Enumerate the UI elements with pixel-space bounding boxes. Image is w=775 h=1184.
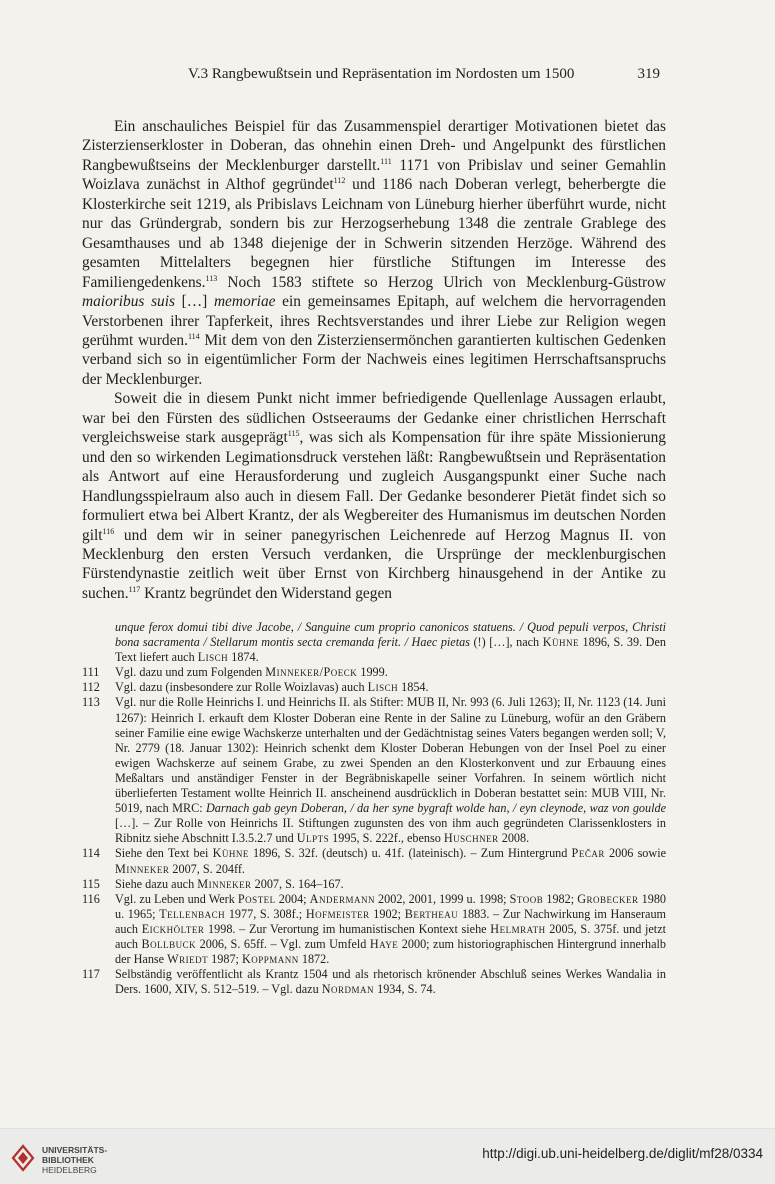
- logo-line: UNIVERSITÄTS-: [42, 1145, 108, 1155]
- text-run: 1977, S. 308f.;: [225, 906, 306, 921]
- text-run: […]: [175, 293, 214, 311]
- text-run: Noch 1583 stiftete so Herzog Ulrich von Mecklenburg-Güstrow: [217, 273, 666, 291]
- footnotes: [82, 620, 666, 997]
- text-run: 1854.: [398, 680, 429, 695]
- text-run: 2000; zum historiographischen Hintergrund innerhalb der Hanse: [115, 936, 666, 967]
- author-name: Lisch: [367, 680, 399, 695]
- text-run: 2007, S. 204ff.: [169, 861, 245, 876]
- text-run: 1171 von Pribislav und seiner Gemahlin Woizlava zunächst in Althof gegründet: [82, 156, 666, 194]
- footnote-115: [82, 877, 666, 892]
- footnote-number: 113: [82, 695, 100, 710]
- text-run: , was sich als Kompensation für ihre späte Missionierung und den so wirkenden Legimationsdruck verstehen läßt: Rangbewußtsein und Repräsentation als Antwort auf eine Herausforderung und zugleich Ausgangspunkt einer Suche nach Handlungsspielraum also auch in diesem Fall. Der Gedanke besonderer Pietät findet sich so formuliert etwa bei Albert Krantz, der als Wegbereiter des Humanismus im deutschen Norden gilt: [82, 429, 666, 544]
- text-run: 2006, S. 65ff. – Vgl. zum Umfeld: [196, 936, 370, 951]
- text-run: 1934, S. 74.: [374, 982, 436, 997]
- author-name: Kühne: [212, 846, 249, 861]
- author-name: Kühne: [542, 635, 579, 650]
- library-logo[interactable]: [10, 1141, 140, 1177]
- text-run: 1980 u. 1965;: [115, 891, 666, 921]
- text-run: Selbständig veröffentlicht als Krantz 1504 und als rhetorisch krönender Abschluß seines Werkes Wandalia in Ders. 1600, XIV, S. 512–519. – Vgl. dazu: [115, 967, 666, 997]
- page-number: 319: [637, 66, 660, 82]
- footnote-113: [82, 695, 666, 846]
- latin-quote: unque ferox domui tibi dive Jacobe, / Sanguine cum proprio canonicos statuens. / Quod pepuli verpos, Christi bona sacramenta / Stellarum montis secta cremanda ferit. / Haec pietas: [115, 620, 666, 650]
- text-run: 2007, S. 164–167.: [251, 876, 344, 891]
- viewer-footer: [0, 1128, 775, 1184]
- text-run: und dem wir in seiner panegyrischen Leichenrede auf Herzog Magnus II. von Mecklenburg den ersten Versuch verdanken, die Ursprünge der mecklenburgischen Fürstendynastie zeitlich weit über Ernst von Kirchberg hinausgehend in der Antike zu suchen.: [82, 526, 666, 602]
- library-logo-text: [42, 1145, 107, 1175]
- footnote-number: 111: [82, 665, 100, 680]
- footnote-number: 112: [82, 680, 100, 695]
- text-run: 1874.: [228, 650, 259, 665]
- footnote-continuation: [82, 620, 666, 665]
- author-name: Koppmann: [241, 952, 299, 967]
- author-name: Nordman: [321, 982, 375, 997]
- text-run: Siehe dazu auch: [115, 876, 198, 891]
- library-logo-icon: [10, 1143, 36, 1173]
- author-name: Stoob: [509, 891, 544, 906]
- main-text: [82, 117, 666, 603]
- text-run: Krantz begründet den Widerstand gegen: [140, 584, 392, 602]
- text-run: Vgl. dazu und zum Folgenden: [115, 665, 266, 680]
- logo-line: HEIDELBERG: [42, 1165, 97, 1175]
- footnote-ref[interactable]: 112: [333, 176, 346, 186]
- text-run: 2008.: [498, 831, 530, 846]
- text-run: Siehe den Text bei: [115, 846, 213, 861]
- text-run: 2004;: [275, 891, 310, 906]
- author-name: Minneker: [197, 876, 252, 891]
- author-name: Bertheau: [404, 906, 459, 921]
- text-run: Soweit die in diesem Punkt nicht immer befriedigende Quellenlage Aussagen erlaubt, war bei den Fürsten des südlichen Ostseeraums der Gedanke einer christlichen Herrschaft vergleichsweise stark ausgeprägt: [82, 390, 666, 447]
- paragraph-2: [82, 389, 666, 603]
- footnote-111: [82, 665, 666, 680]
- footnote-114: [82, 846, 666, 876]
- text-run: 1982;: [543, 891, 578, 906]
- text-run: 1872.: [298, 952, 330, 967]
- text-run: Vgl. dazu (insbesondere zur Rolle Woizlavas) auch: [115, 680, 368, 695]
- quotation: Darnach gab geyn Doberan, / da her syne bygraft wolde han, / eyn cleynode, waz von goulde: [205, 801, 666, 816]
- author-name: Postel: [237, 891, 276, 906]
- footnote-number: 115: [82, 876, 100, 891]
- author-name: Pečar: [571, 846, 605, 861]
- text-run: 1896, S. 39. Den Text liefert auch: [115, 635, 666, 665]
- latin-phrase: memoriae: [213, 293, 276, 311]
- footnote-ref[interactable]: 114: [187, 331, 200, 341]
- author-name: Helmrath: [490, 921, 546, 936]
- text-run: ein gemeinsames Epitaph, auf welchem die hervorragenden Verstorbenen ihrer Tapferkeit, ihres Rechtsverstandes und ihrer Liebe zur Religion wegen gerühmt wurden.: [82, 293, 666, 349]
- text-run: 2002, 2001, 1999 u. 1998;: [374, 891, 510, 906]
- footnote-116: [82, 892, 666, 967]
- author-name: Eickhölter: [141, 921, 205, 936]
- text-run: 2006 sowie: [604, 846, 667, 861]
- text-run: 1987;: [208, 952, 242, 967]
- footnote-ref[interactable]: 116: [102, 526, 115, 536]
- text-run: (!) […], nach: [469, 635, 543, 650]
- author-name: Wriedt: [167, 952, 209, 967]
- footnote-number: 117: [82, 967, 100, 982]
- footnote-112: [82, 680, 666, 695]
- text-run: 1998. – Zur Verortung im humanistischen Kontext siehe: [204, 921, 491, 936]
- footnote-ref[interactable]: 115: [287, 429, 300, 439]
- text-run: 1999.: [357, 665, 388, 680]
- text-run: Mit dem von den Zisterziensermönchen garantierten kultischen Gedenken verband sich so in eigentümlicher Form der Nachweis eines legitimen Herrschaftsanspruchs der Mecklenburger.: [82, 331, 666, 388]
- text-run: Vgl. nur die Rolle Heinrichs I. und Heinrichs II. als Stifter: MUB II, Nr. 993 (6. Juli 1263); II, Nr. 1123 (14. Juni 1267): Heinrich I. erkauft dem Kloster Doberan eine Rente in der Saline zu Lüneburg, wofür an den Gräbern seiner Familie eine ewige Wachskerze unterhalten und der Gedächtnistag seines Vaters begangen werden soll; V, Nr. 2779 (18. Januar 1302): Heinrich schenkt dem Kloster Doberan Hebungen von der Insel Poel zu einer ewigen Wachskerze auf seinem Grabe, zu zwei Spenden an den Klosterkonvent und zur Erbauung eines Meßaltars und anständiger Fenster in der Begräbniskapelle seiner Vorfahren. In seinem wörtlich nicht überlieferten Testament wollte Heinrich II. anscheinend ausdrücklich in Doberan bestattet sein: MUB VIII, Nr. 5019, nach MRC:: [115, 695, 666, 816]
- permalink-url[interactable]: http://digi.ub.uni-heidelberg.de/diglit/mf28/0334: [482, 1146, 763, 1161]
- author-name: Tellenbach: [159, 906, 226, 921]
- latin-phrase: maioribus suis: [82, 293, 176, 311]
- author-name: Haye: [369, 936, 399, 951]
- author-name: Lisch: [197, 650, 229, 665]
- author-name: Ulpts: [296, 831, 330, 846]
- paragraph-1: [82, 117, 666, 389]
- text-run: und 1186 nach Doberan verlegt, beherbergte die Klosterkirche seit 1219, als Pribislavs Leichnam von Lüneburg hierher überführt wurde, nicht nur das Gründergrab, sondern bis zur Herzogserhebung 1348 die zentrale Grablege des Gesamthauses und ab 1348 diejenige der in Schwerin sitzenden Herzöge. Während des gesamten Mittelalters begegnen hier fürstliche Stiftungen im Interesse des Familiengedenkens.: [82, 176, 666, 291]
- text-run: Ein anschauliches Beispiel für das Zusammenspiel derartiger Motivationen bietet das Zisterzienserkloster in Doberan, das ohnehin einen Dreh- und Angelpunkt des fürstlichen Rangbewußtseins der Mecklenburger darstellt.: [82, 118, 666, 174]
- text-run: 1902;: [369, 906, 405, 921]
- author-name: Minneker/Poeck: [265, 665, 358, 680]
- author-name: Grobecker: [577, 891, 639, 906]
- running-title: V.3 Rangbewußtsein und Repräsentation im Nordosten um 1500: [188, 66, 575, 82]
- text-run: […]. – Zur Rolle von Heinrichs II. Stiftungen zugunsten des von ihm auch gegründeten Clarissenklosters in Ribnitz siehe Abschnitt I.3.5.2.7 und: [115, 816, 666, 846]
- text-run: 2005, S. 375f. und jetzt auch: [115, 921, 666, 951]
- text-run: Vgl. zu Leben und Werk: [115, 891, 238, 906]
- footnote-number: 114: [82, 846, 100, 861]
- footnote-ref[interactable]: 117: [128, 584, 141, 594]
- logo-line: BIBLIOTHEK: [42, 1155, 94, 1165]
- author-name: Bollbuck: [141, 936, 197, 951]
- author-name: Minneker: [115, 861, 170, 876]
- footnote-117: [82, 967, 666, 997]
- text-run: 1995, S. 222f., ebenso: [329, 831, 444, 846]
- footnote-number: 116: [82, 891, 100, 906]
- footnote-ref[interactable]: 113: [205, 273, 218, 283]
- text-run: 1896, S. 32f. (deutsch) u. 41f. (lateinisch). – Zum Hintergrund: [248, 846, 572, 861]
- author-name: Hofmeister: [305, 906, 370, 921]
- author-name: Andermann: [309, 891, 375, 906]
- text-run: 1883. – Zur Nachwirkung im Hanseraum auch: [115, 906, 667, 936]
- footnote-ref[interactable]: 111: [380, 156, 392, 166]
- author-name: Huschner: [443, 831, 499, 846]
